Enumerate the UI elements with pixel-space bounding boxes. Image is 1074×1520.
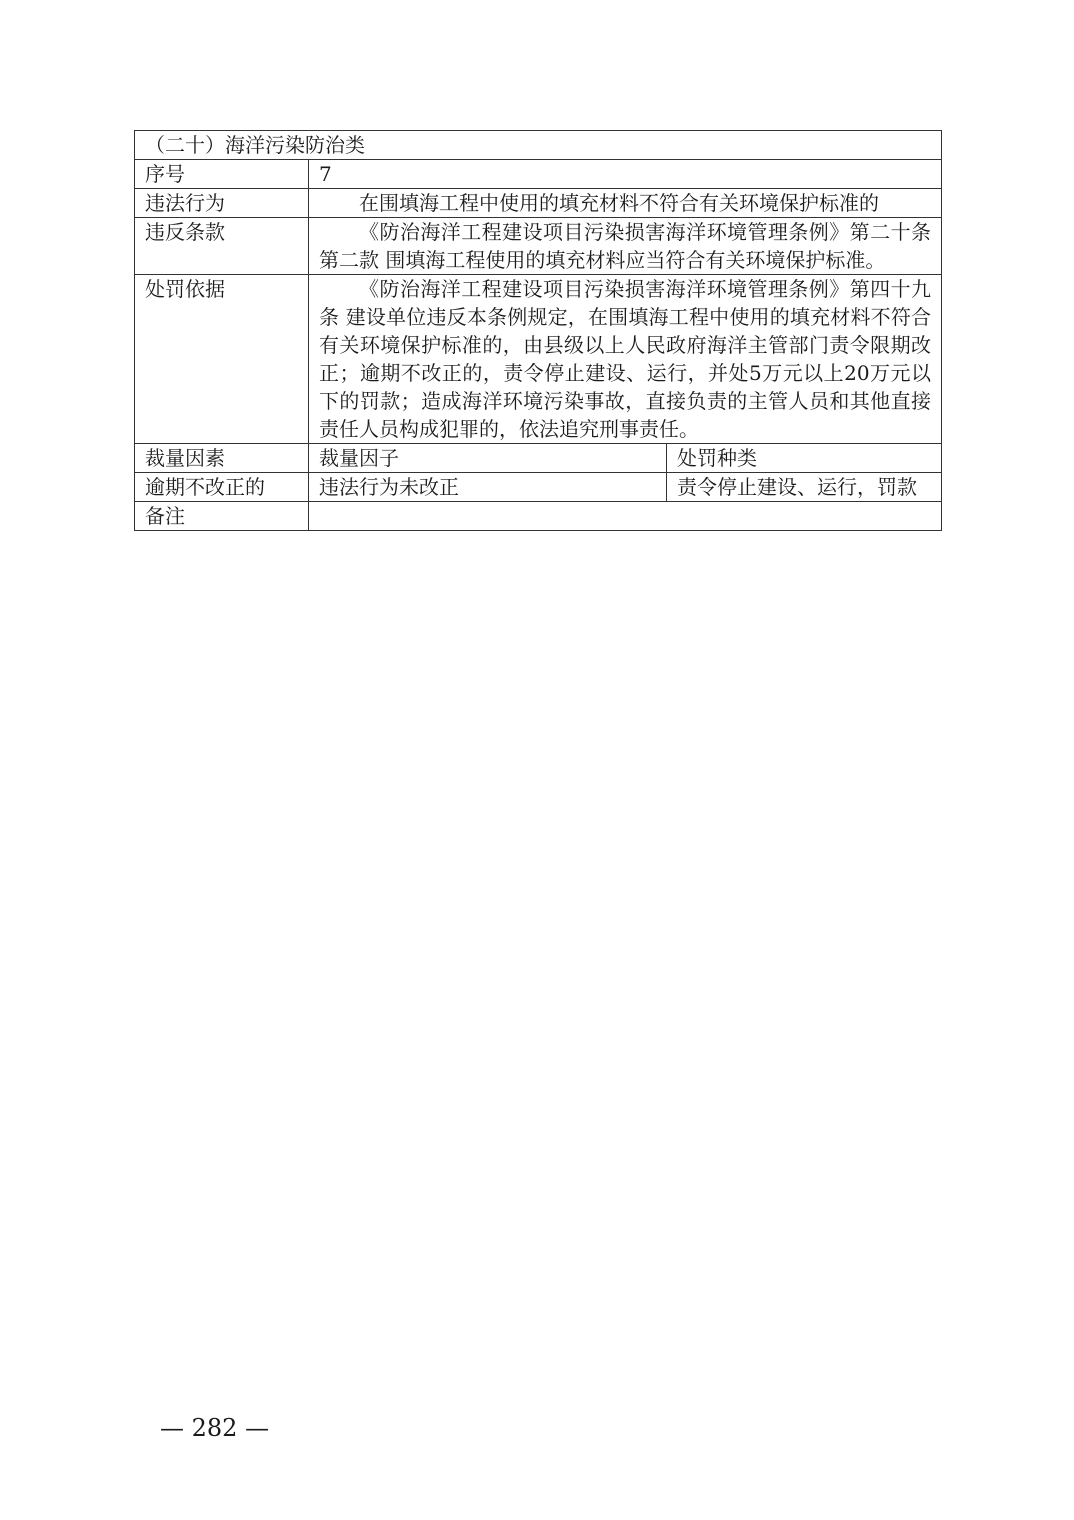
remarks-label: 备注 xyxy=(135,502,309,531)
violation-value-cell xyxy=(309,189,942,218)
penalty-basis-row xyxy=(135,275,942,444)
page-number: — 282 — xyxy=(160,1414,270,1442)
violated-clause-value: 《防治海洋工程建设项目污染损害海洋环境管理条例》第二十条第二款 围填海工程使用的填充材料应当符合有关环境保护标准。 xyxy=(319,220,932,272)
discretion-header-label: 裁量因素 xyxy=(135,444,309,473)
discretion-header-row xyxy=(135,444,942,473)
discretion-row-factor: 违法行为未改正 xyxy=(309,473,667,502)
section-title-row xyxy=(135,131,942,160)
discretion-row xyxy=(135,473,942,502)
violation-label: 违法行为 xyxy=(135,189,309,218)
penalty-table xyxy=(134,130,942,531)
violation-row xyxy=(135,189,942,218)
discretion-header-penalty-type: 处罚种类 xyxy=(667,444,942,473)
serial-label: 序号 xyxy=(135,160,309,189)
penalty-basis-value: 《防治海洋工程建设项目污染损害海洋环境管理条例》第四十九条 建设单位违反本条例规定，在围填海工程中使用的填充材料不符合有关环境保护标准的，由县级以上人民政府海洋主管部门责令限期改正；逾期不改正的，责令停止建设、运行，并处5万元以上20万元以下的罚款；造成海洋环境污染事故，直接负责的主管人员和其他直接责任人员构成犯罪的，依法追究刑事责任。 xyxy=(319,277,932,441)
penalty-basis-value-cell xyxy=(309,275,942,444)
violated-clause-value-cell xyxy=(309,218,942,275)
serial-row xyxy=(135,160,942,189)
discretion-row-label: 逾期不改正的 xyxy=(135,473,309,502)
remarks-row xyxy=(135,502,942,531)
violated-clause-label: 违反条款 xyxy=(135,218,309,275)
serial-value: 7 xyxy=(309,160,942,189)
discretion-row-penalty-type: 责令停止建设、运行，罚款 xyxy=(667,473,942,502)
discretion-header-factor: 裁量因子 xyxy=(309,444,667,473)
violation-value: 在围填海工程中使用的填充材料不符合有关环境保护标准的 xyxy=(359,191,879,215)
penalty-basis-label: 处罚依据 xyxy=(135,275,309,444)
violated-clause-row xyxy=(135,218,942,275)
section-title: （二十）海洋污染防治类 xyxy=(135,131,942,160)
remarks-value xyxy=(309,502,942,531)
